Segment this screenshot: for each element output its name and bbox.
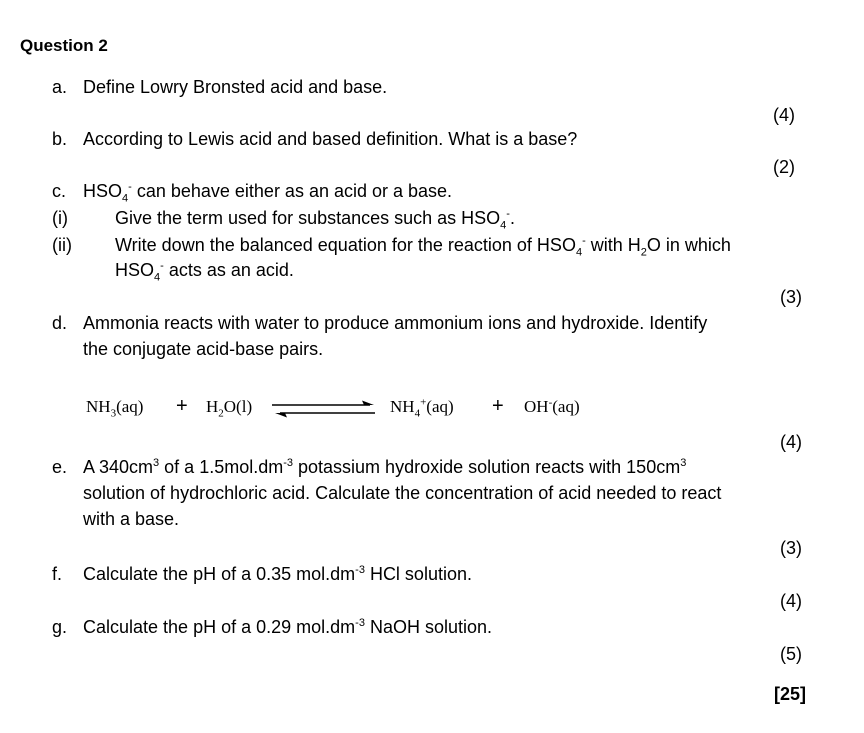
item-f-text: Calculate the pH of a 0.35 $mol.dm^{-3}$ HCl solution. xyxy=(83,564,472,584)
item-f-letter: f. xyxy=(52,564,63,584)
item-a-marks: (4) xyxy=(773,105,795,125)
item-e-line2: solution of hydrochloric acid. Calculate the concentration of acid needed to react xyxy=(83,483,722,503)
item-c-i-text: Give the term used for substances such as $HSO_4^-$. xyxy=(115,208,515,232)
reactant-ammonia: $NH_3(aq)$ xyxy=(86,397,144,420)
item-e-letter: e. xyxy=(52,457,68,477)
item-c-ii-text: Write down the balanced equation for the reaction of $HSO_4^-$ with $H_2O$ in which xyxy=(115,235,731,259)
item-b-letter: b. xyxy=(52,129,68,149)
plus-sign: + xyxy=(176,395,188,417)
item-f-marks: (4) xyxy=(780,591,802,611)
item-d-line2: the conjugate acid-base pairs. xyxy=(83,339,324,359)
item-g-marks: (5) xyxy=(780,644,802,664)
plus-sign-2: + xyxy=(492,395,504,417)
item-c-letter: c. xyxy=(52,181,67,201)
equilibrium-arrows-icon xyxy=(270,398,380,420)
product-hydroxide: OH-(aq) xyxy=(524,396,580,416)
item-d-marks: (4) xyxy=(780,432,802,452)
reactant-water: $H_2O(l)$ xyxy=(206,397,253,420)
total-marks: [25] xyxy=(774,684,807,704)
item-g-letter: g. xyxy=(52,617,68,637)
item-a-letter: a. xyxy=(52,77,68,97)
item-e-line3: with a base. xyxy=(83,509,180,529)
item-a-text: Define Lowry Bronsted acid and base. xyxy=(83,77,388,97)
item-c-text: $HSO_4^-$ can behave either as an acid or a base. xyxy=(83,181,453,205)
item-c-ii-text-line2: $HSO_4^-$ acts as an acid. xyxy=(115,260,294,284)
item-d-letter: d. xyxy=(52,313,68,333)
item-c-ii-label: (ii) xyxy=(52,235,72,255)
item-c-i-label: (i) xyxy=(52,208,68,228)
item-c-marks: (3) xyxy=(780,287,802,307)
item-g-text: Calculate the pH of a 0.29 $mol.dm^{-3}$ NaOH solution. xyxy=(83,617,492,637)
item-d-line1: Ammonia reacts with water to produce ammonium ions and hydroxide. Identify xyxy=(83,313,708,333)
question-title: Question 2 xyxy=(20,36,108,55)
product-ammonium: $NH_4^+(aq)$ xyxy=(390,396,454,420)
item-e-marks: (3) xyxy=(780,538,802,558)
item-b-marks: (2) xyxy=(773,157,795,177)
item-b-text: According to Lewis acid and based definition. What is a base? xyxy=(83,129,578,149)
item-e-line1: A $340cm^3$ of a $1.5mol.dm^{-3}$ potassium hydroxide solution reacts with $150cm^3$ xyxy=(83,457,687,477)
